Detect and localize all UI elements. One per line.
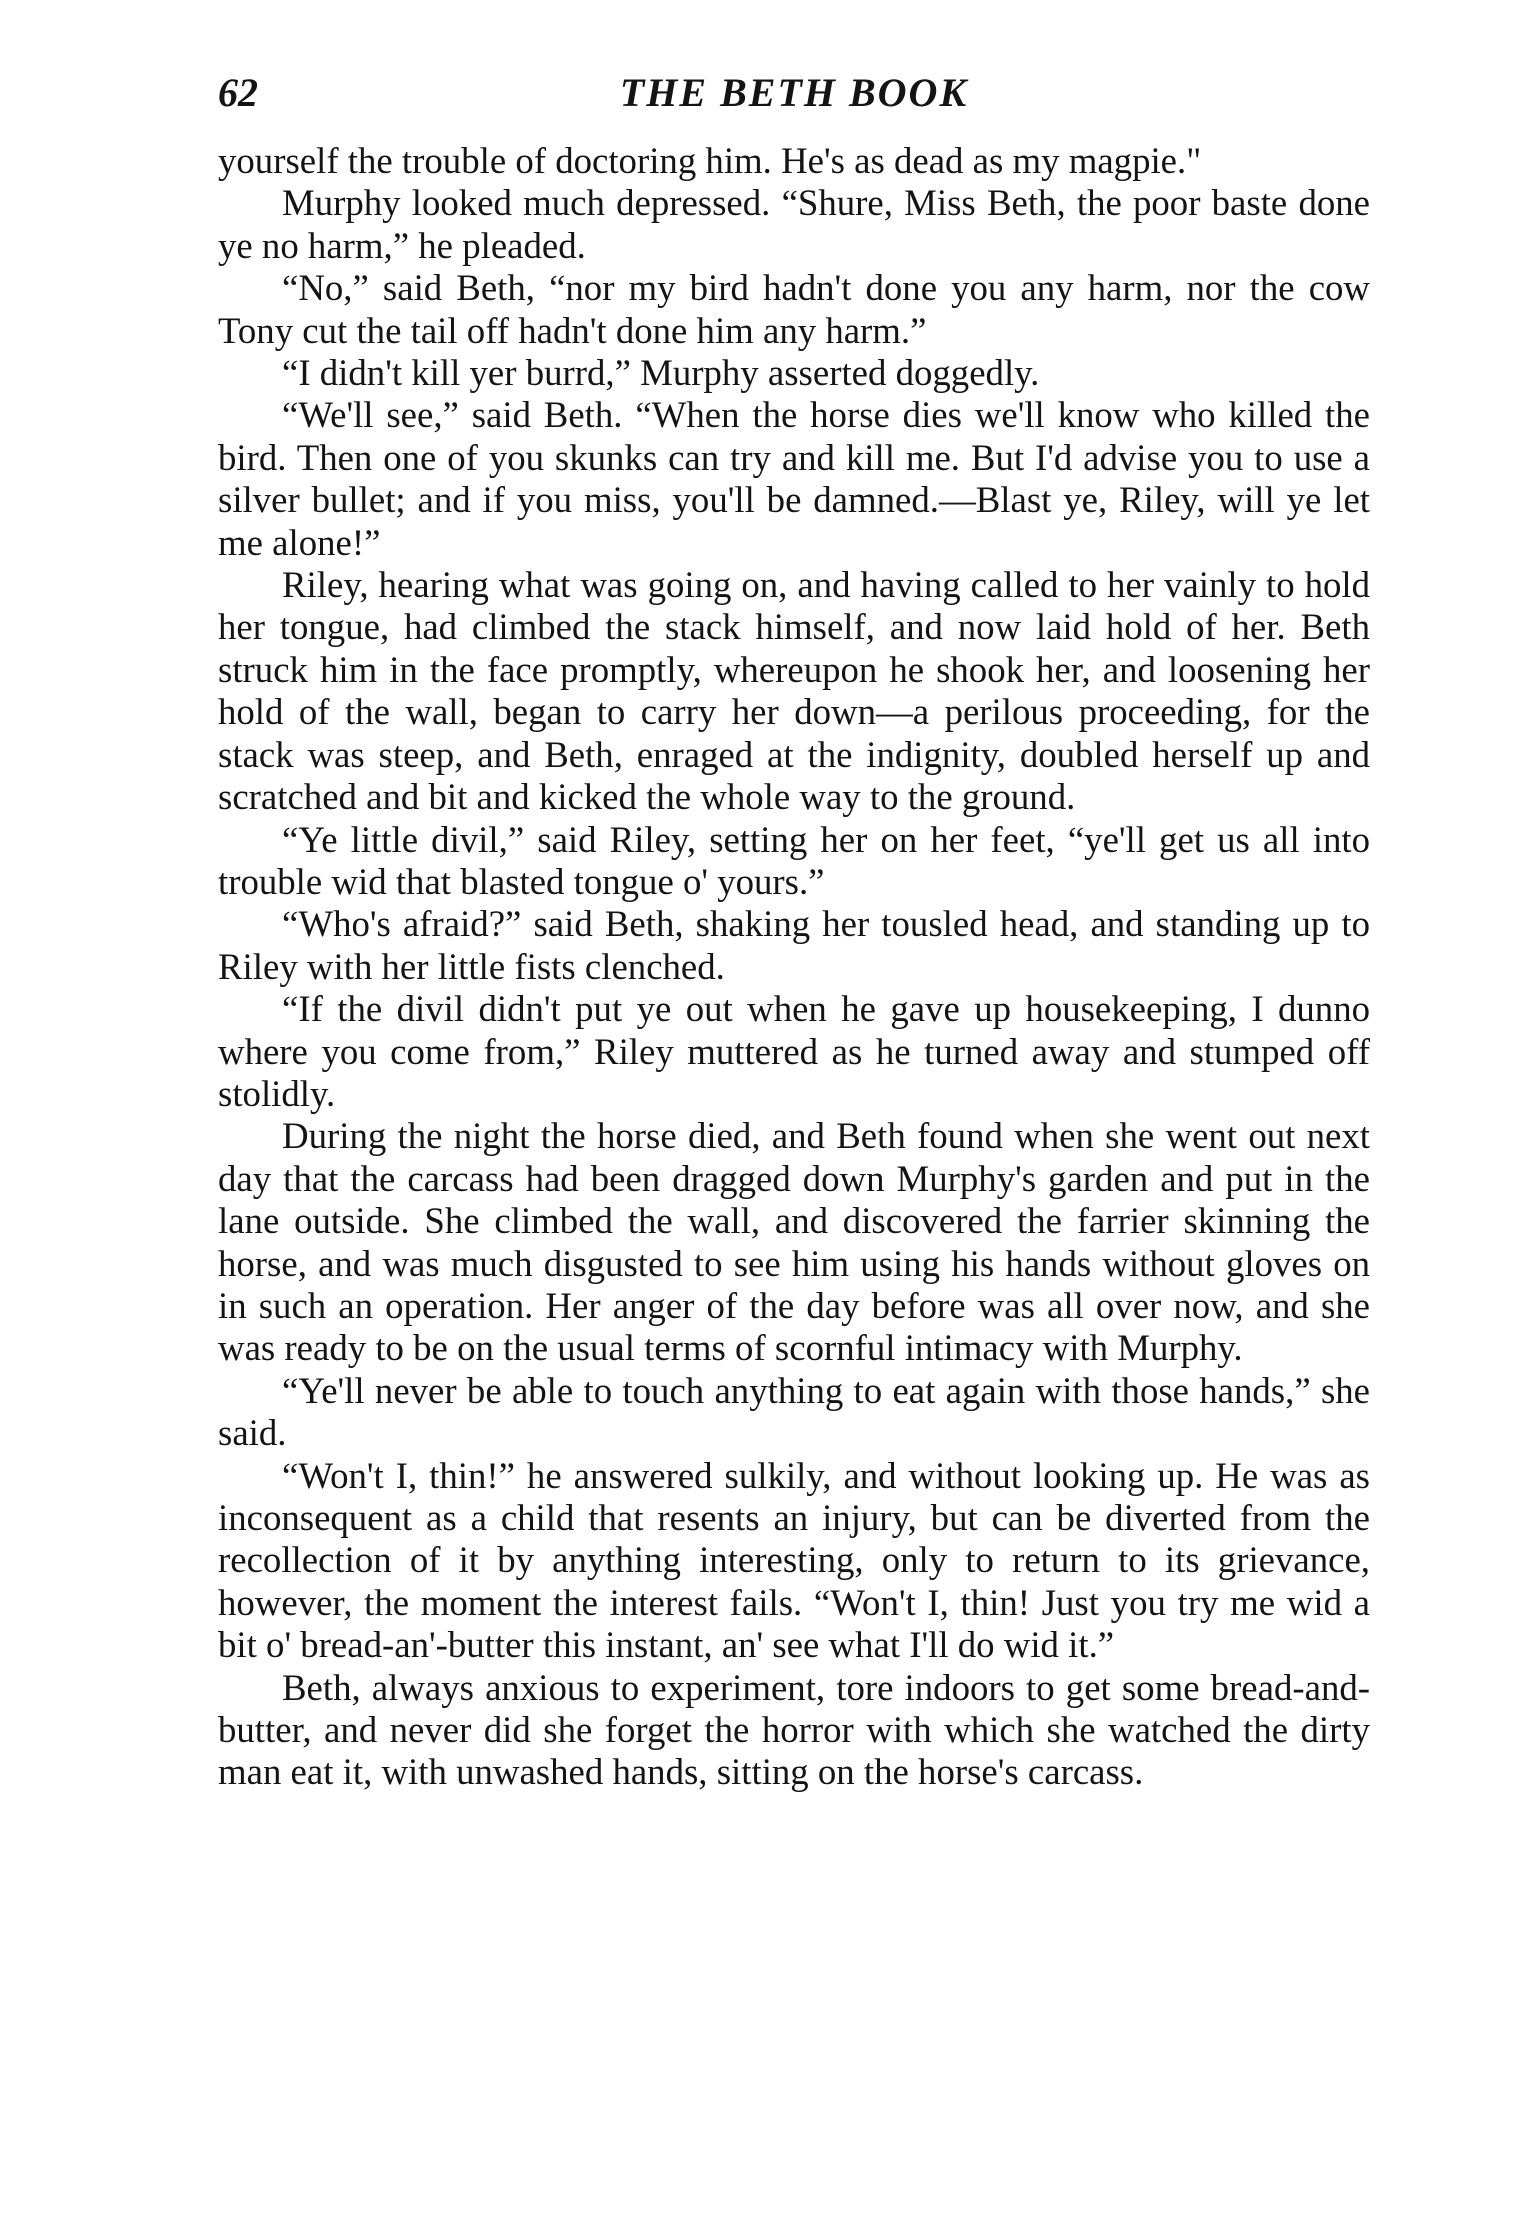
paragraph: “Ye'll never be able to touch anything to eat again with those hands,” she said.	[218, 1369, 1370, 1454]
paragraph: Beth, always anxious to experiment, tore indoors to get some bread-and-butter, and never did she forget the horror with which she watched the dirty man eat it, with unwashed hands, sitting on the horse's carcass.	[218, 1666, 1370, 1793]
paragraph: “Won't I, thin!” he answered sulkily, and without looking up. He was as inconsequent as a child that resents an injury, but can be diverted from the recollection of it by anything interesting, only to return to its grievance, however, the moment the interest fails. “Won't I, thin! Just you try me wid a bit o' bread-an'-butter this instant, an' see what I'll do wid it.”	[218, 1454, 1370, 1666]
page-number: 62	[218, 70, 258, 115]
paragraph: “Who's afraid?” said Beth, shaking her tousled head, and standing up to Riley with her little fists clenched.	[218, 903, 1370, 987]
paragraph: During the night the horse died, and Beth found when she went out next day that the carcass had been dragged down Murphy's garden and put in the lane outside. She climbed the wall, and discovered the farrier skinning the horse, and was much disgusted to see him using his hands without gloves on in such an operation. Her anger of the day before was all over now, and she was ready to be on the usual terms of scornful intimacy with Murphy.	[218, 1115, 1370, 1369]
paragraph: “If the divil didn't put ye out when he gave up housekeeping, I dunno where you come from,” Riley muttered as he turned away and stumped off stolidly.	[218, 988, 1370, 1114]
paragraph: “Ye little divil,” said Riley, setting her on her feet, “ye'll get us all into trouble wid that blasted tongue o' yours.”	[218, 818, 1370, 902]
paragraph: yourself the trouble of doctoring him. He's as dead as my magpie."	[218, 140, 1202, 181]
paragraph: Murphy looked much depressed. “Shure, Miss Beth, the poor baste done ye no harm,” he pleaded.	[218, 182, 1370, 266]
paragraph: “I didn't kill yer burrd,” Murphy asserted doggedly.	[282, 352, 1040, 394]
paragraph: Riley, hearing what was going on, and having called to her vainly to hold her tongue, had climbed the stack himself, and now laid hold of her. Beth struck him in the face promptly, whereupon he shook her, and loosening her hold of the wall, began to carry her down—a perilous proceeding, for the stack was steep, and Beth, enraged at the indignity, doubled herself up and scratched and bit and kicked the whole way to the ground.	[218, 564, 1370, 818]
paragraph: “No,” said Beth, “nor my bird hadn't done you any harm, nor the cow Tony cut the tail off hadn't done him any harm.”	[218, 267, 1370, 351]
page-header	[218, 68, 1370, 128]
paragraph: “We'll see,” said Beth. “When the horse dies we'll know who killed the bird. Then one of you skunks can try and kill me. But I'd advise you to use a silver bullet; and if you miss, you'll be damned.—Blast ye, Riley, will ye let me alone!”	[218, 394, 1370, 563]
body-text	[218, 140, 1370, 1794]
running-title: THE BETH BOOK	[619, 70, 969, 115]
